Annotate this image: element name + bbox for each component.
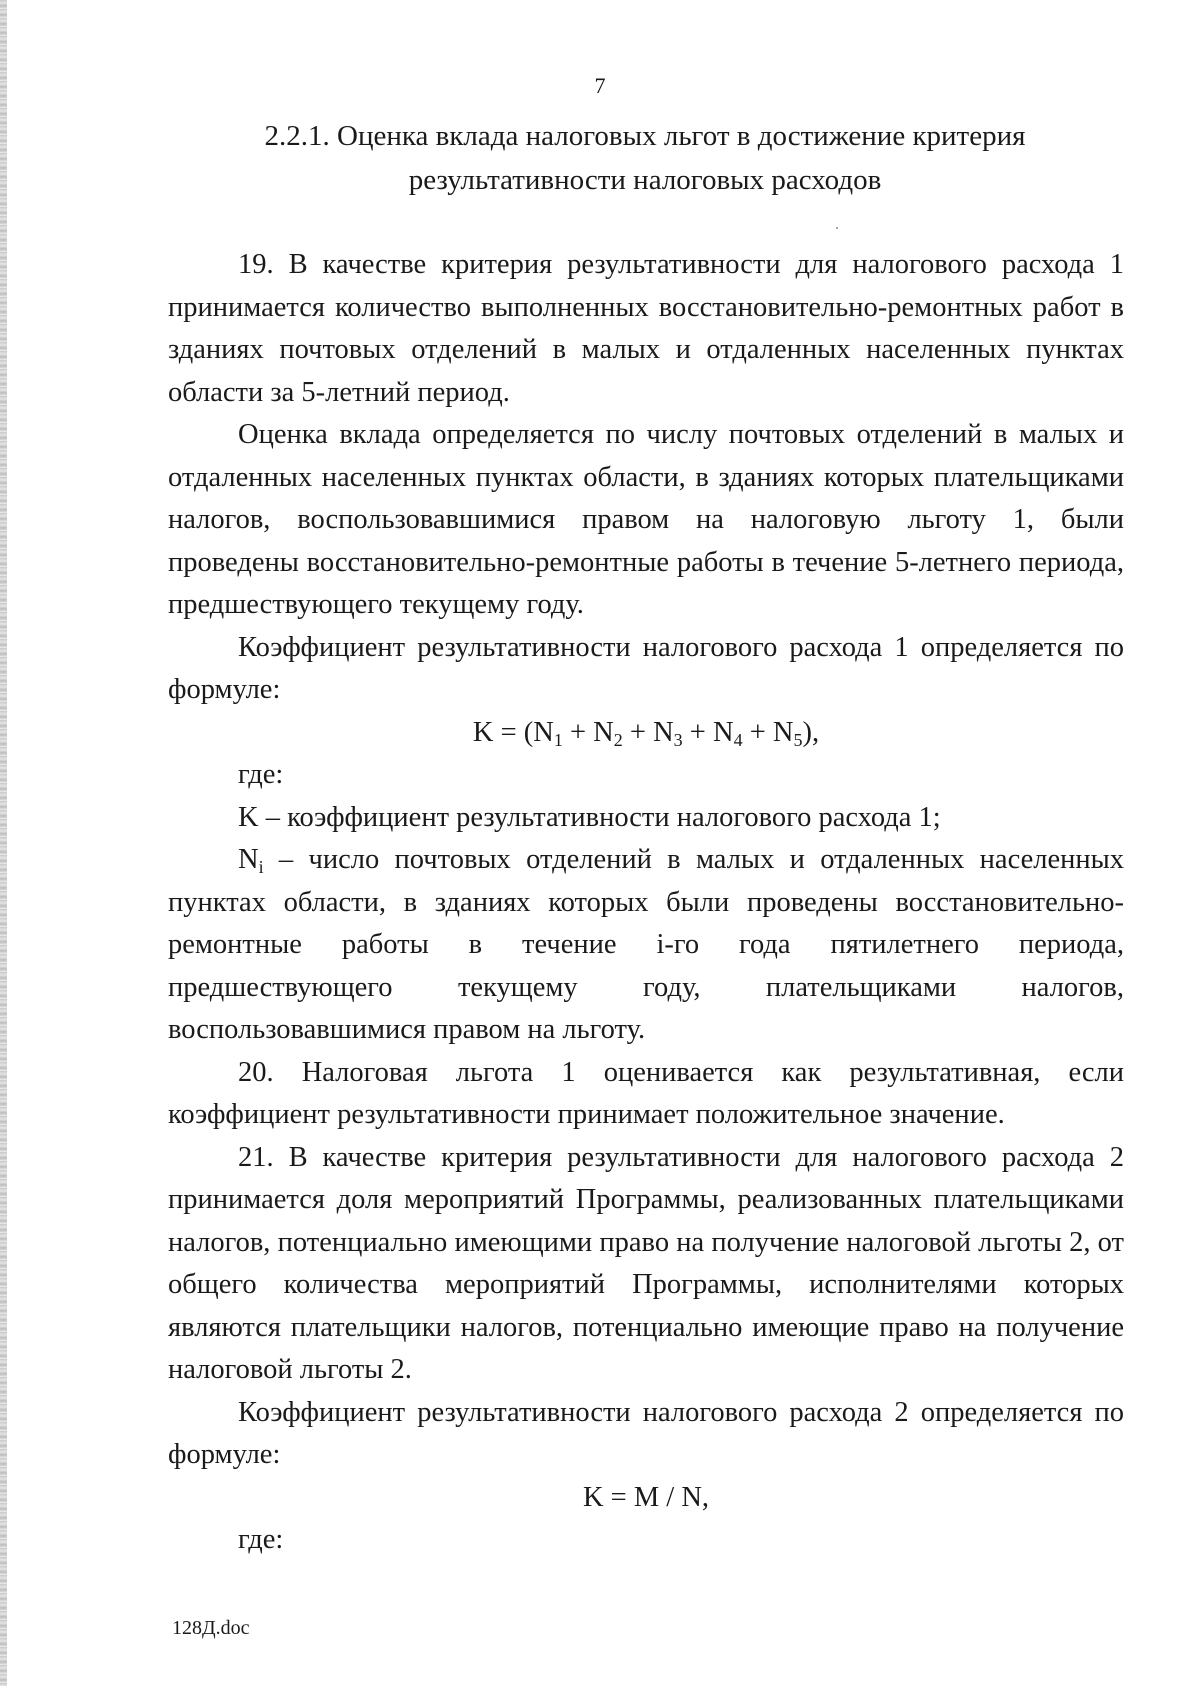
formula-1-term-3: + N — [622, 716, 674, 748]
formula-2: K = M / N, — [582, 1481, 710, 1513]
paragraph-19: 19. В качестве критерия результативности для налогового расхода 1 принимается количество выполненных восстановительно-ремонтных работ в зданиях почтовых отделений в малых и отдаленных населенных пунктах области за 5-летний период. — [168, 249, 1124, 408]
formula-1-term-2: + N — [562, 716, 614, 748]
page-number: 7 — [594, 73, 606, 98]
where-label-2: где: — [238, 1524, 284, 1555]
formula-1-sub-4: 4 — [733, 729, 743, 750]
definition-ni-text: – число почтовых отделений в малых и отдаленных населенных пунктах области, в зданиях которых были проведены восстановительно-ремонтные работы в течение i-го года пятилетнего периода, предшествующего текущему году, плательщиками налогов, воспользовавшимися правом на льготу. — [168, 844, 1124, 1045]
paragraph-21: 21. В качестве критерия результативности для налогового расхода 2 принимается доля мероприятий Программы, реализованных плательщиками налогов, потенциально имеющими право на получение налоговой льготы 2, от общего количества мероприятий Программы, исполнителями которых являются плательщики налогов, потенциально имеющие право на получение налоговой льготы 2. — [168, 1141, 1124, 1385]
formula-1 — [168, 712, 1124, 755]
formula-1-sub-3: 3 — [673, 729, 683, 750]
section-heading-line-1: 2.2.1. Оценка вклада налоговых льгот в достижение критерия — [264, 120, 1026, 152]
definition-ni-subscript: i — [258, 857, 264, 877]
formula-1-prefix: K = (N — [472, 716, 554, 748]
paragraph-19-evaluation: Оценка вклада определяется по числу почтовых отделений в малых и отдаленных населенных пунктах области, в зданиях которых плательщиками налогов, воспользовавшимися правом на налоговую льготу 1, были проведены восстановительно-ремонтные работы в течение 5-летнего периода, предшествующего текущему году. — [168, 419, 1124, 620]
formula-1-sub-2: 2 — [613, 729, 623, 750]
section-heading-line-2: результативности налоговых расходов — [408, 164, 882, 196]
formula-1-sub-5: 5 — [793, 729, 803, 750]
paragraph-19-coefficient: Коэффициент результативности налогового расхода 1 определяется по формуле: — [168, 631, 1124, 705]
definition-ni-symbol: N — [238, 844, 259, 875]
formula-1-term-4: + N — [682, 716, 734, 748]
formula-1-term-5: + N — [742, 716, 794, 748]
paragraph-20: 20. Налоговая льгота 1 оценивается как результативная, если коэффициент результативности принимает положительное значение. — [168, 1056, 1124, 1130]
paragraph-21-coefficient: Коэффициент результативности налогового расхода 2 определяется по формуле: — [168, 1396, 1124, 1470]
formula-1-sub-1: 1 — [553, 729, 563, 750]
definition-k: K – коэффициент результативности налогового расхода 1; — [238, 801, 941, 833]
formula-1-suffix: ), — [802, 716, 820, 748]
where-label-1: где: — [238, 759, 284, 790]
definition-ni — [168, 839, 1124, 1052]
document-body — [168, 244, 1124, 1562]
scan-speck — [836, 227, 838, 229]
document-filename: 128Д.doc — [172, 1617, 250, 1639]
